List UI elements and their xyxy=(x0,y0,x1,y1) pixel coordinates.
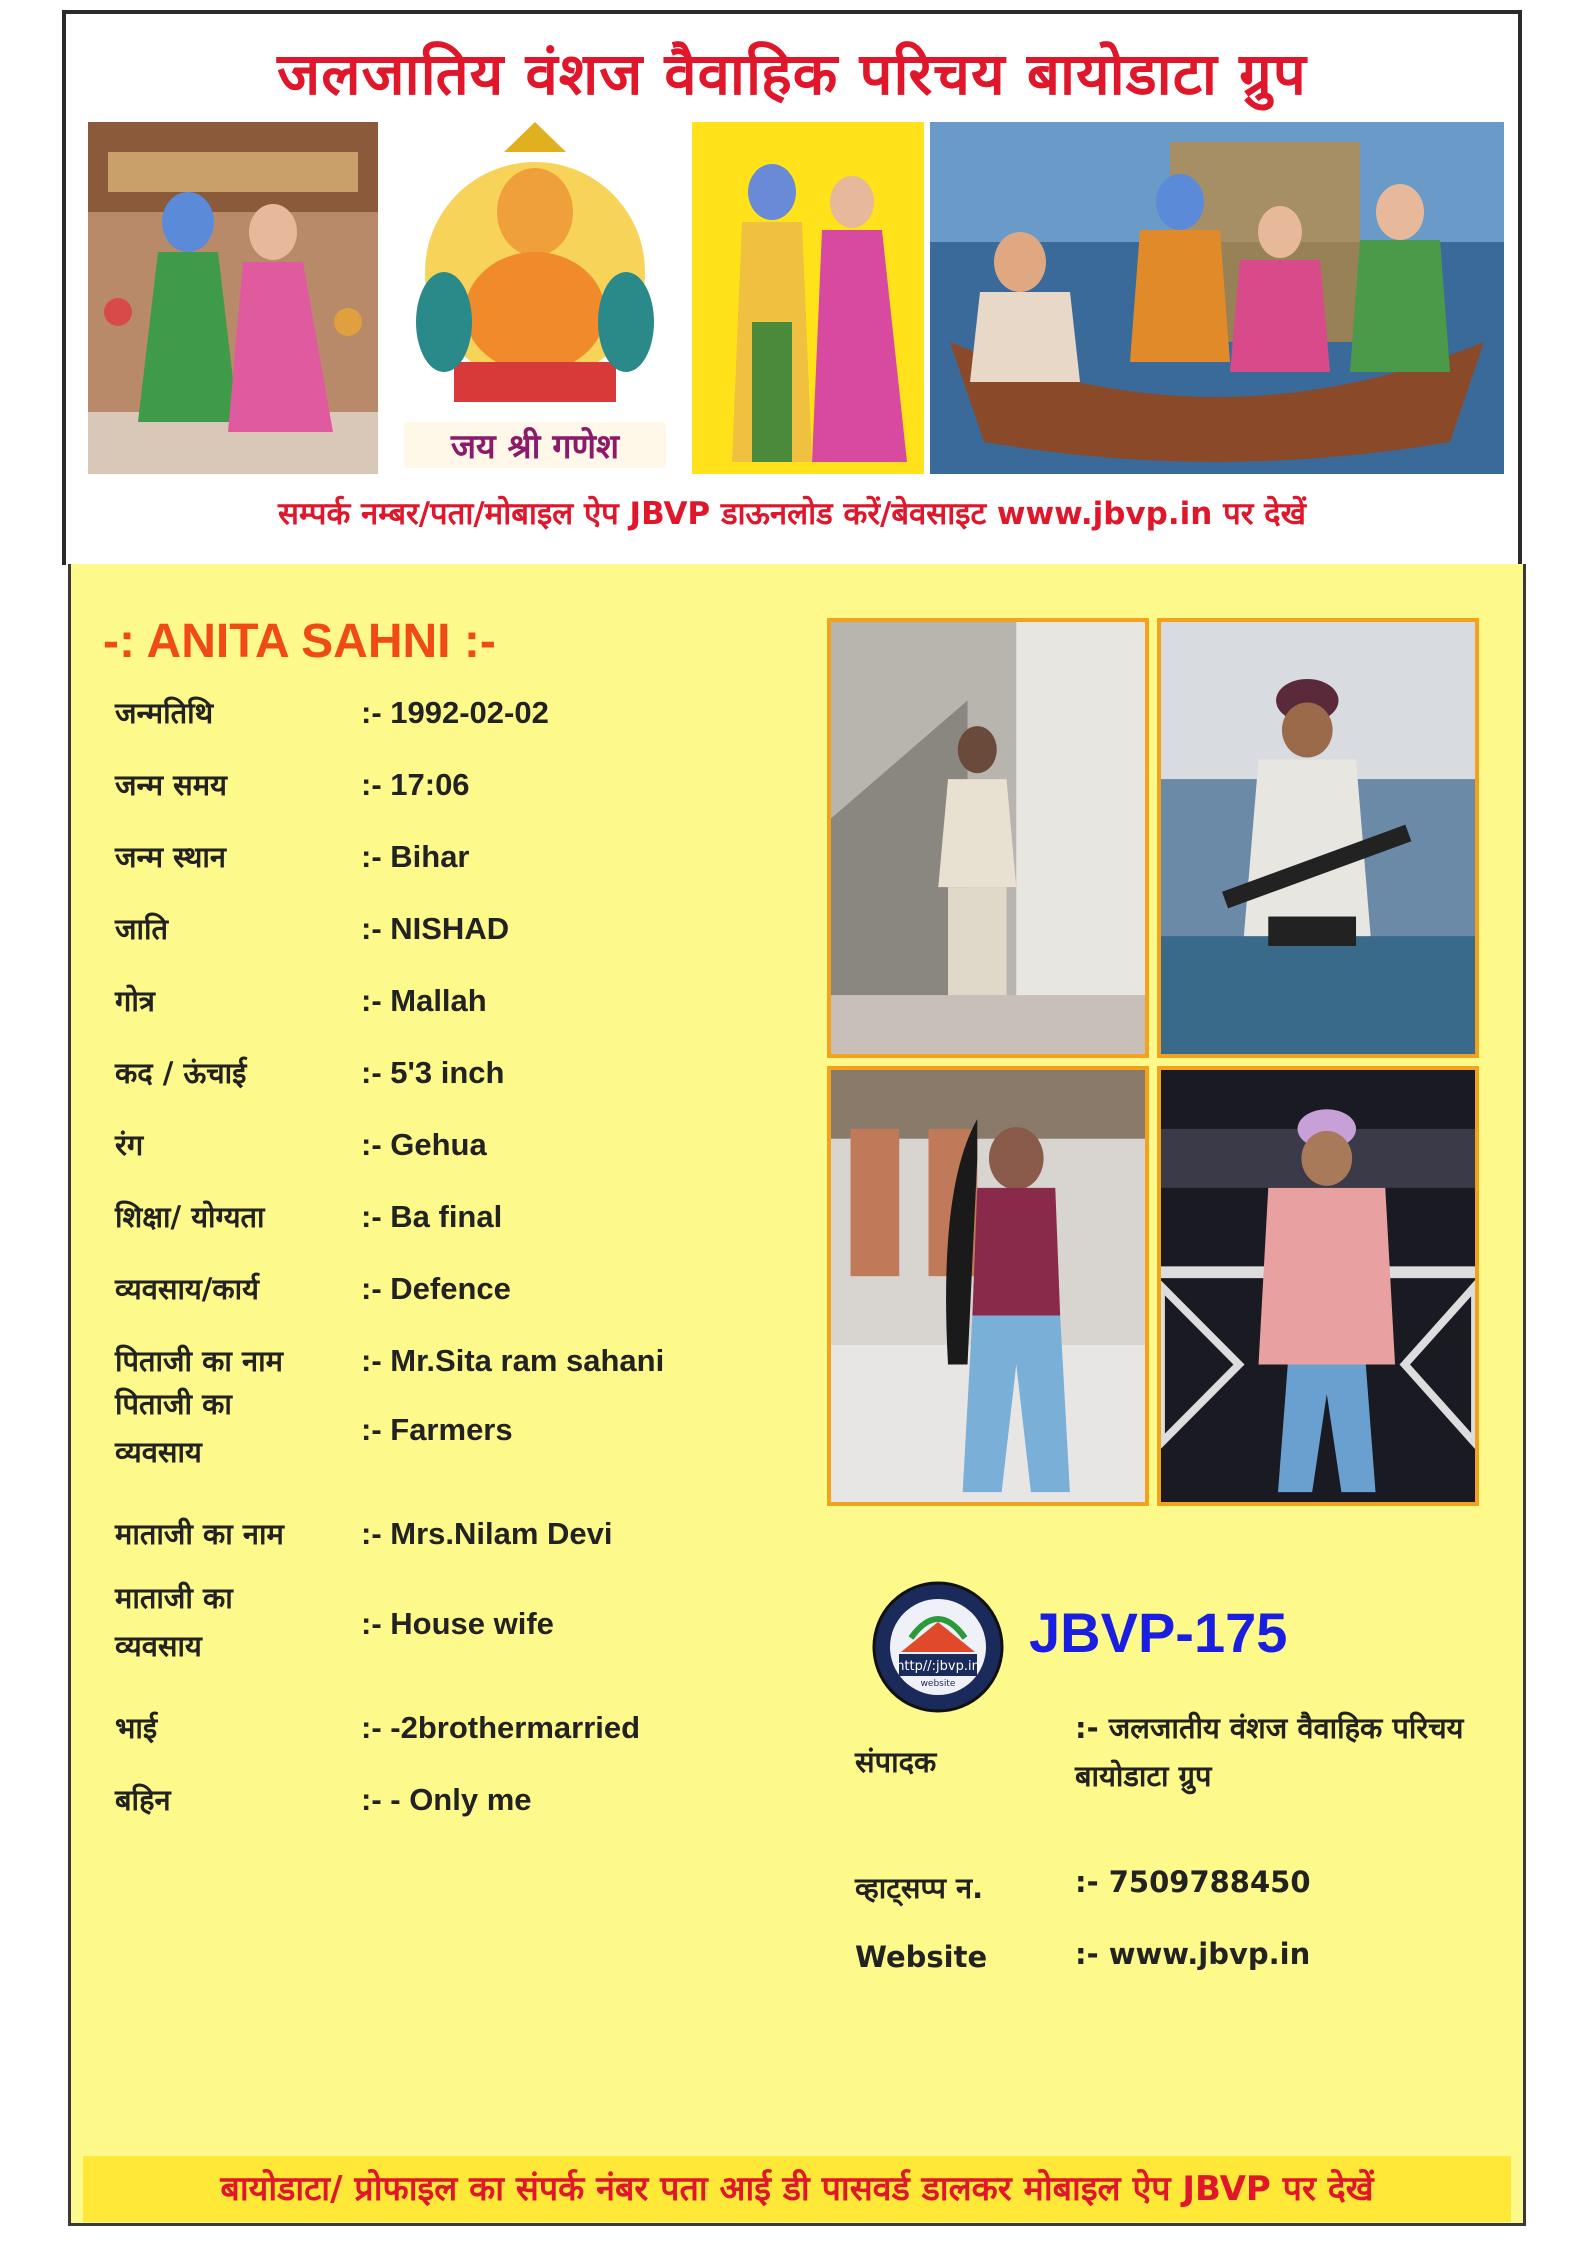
website-label: Website xyxy=(855,1940,988,1974)
field-label: माताजी का व्यवसाय xyxy=(115,1581,233,1663)
field-value: :- Defence xyxy=(361,1271,511,1306)
biodata-card xyxy=(68,564,1526,2226)
field-label: पिताजी का नाम xyxy=(115,1344,283,1378)
website-value[interactable]: :- www.jbvp.in xyxy=(1075,1937,1311,1971)
field-value: :- House wife xyxy=(361,1606,554,1641)
field-label: भाई xyxy=(115,1711,158,1745)
field-label: जाति xyxy=(115,912,169,946)
field-label: माताजी का नाम xyxy=(115,1517,284,1551)
field-label: जन्मतिथि xyxy=(115,696,214,730)
field-label: पिताजी का व्यवसाय xyxy=(115,1387,232,1469)
field-value: :- Ba final xyxy=(361,1199,503,1234)
field-label: जन्म स्थान xyxy=(115,840,227,874)
editor-value: :- जलजातीय वंशज वैवाहिक परिचय बायोडाटा ग्रुप xyxy=(1075,1711,1464,1793)
logo-sub: website xyxy=(920,1679,956,1689)
field-label: गोत्र xyxy=(115,984,155,1018)
profile-id: JBVP-175 xyxy=(1029,1601,1288,1664)
field-value: :- Farmers xyxy=(361,1412,513,1447)
field-value: :- NISHAD xyxy=(361,911,510,946)
field-label: रंग xyxy=(115,1128,144,1162)
profile-name: -: ANITA SAHNI :- xyxy=(103,615,496,668)
field-value: :- Bihar xyxy=(361,839,470,874)
field-value: :- - Only me xyxy=(361,1782,532,1817)
ram-sita-wedding-image xyxy=(88,122,378,474)
whatsapp-value: :- 7509788450 xyxy=(1075,1865,1311,1899)
footer-band xyxy=(83,2156,1511,2222)
field-label: कद / ऊंचाई xyxy=(115,1056,247,1090)
jbvp-logo xyxy=(871,1580,1005,1714)
field-value: :- -2brothermarried xyxy=(361,1710,641,1745)
field-value: :- Mallah xyxy=(361,983,487,1018)
field-label: शिक्षा/ योग्यता xyxy=(115,1200,265,1234)
deity-images-strip xyxy=(88,122,1504,482)
contact-line: सम्पर्क नम्बर/पता/मोबाइल ऐप JBVP डाऊनलोड करें/बेवसाइट www.jbvp.in पर देखें xyxy=(278,496,1306,532)
profile-photo-4[interactable] xyxy=(1157,1066,1479,1506)
field-label: व्यवसाय/कार्य xyxy=(115,1272,259,1306)
field-value: :- 17:06 xyxy=(361,767,470,802)
profile-photo-2[interactable] xyxy=(1157,618,1479,1058)
header-banner xyxy=(62,10,1522,565)
profile-photo-3[interactable] xyxy=(827,1066,1149,1506)
footer-text: बायोडाटा/ प्रोफाइल का संपर्क नंबर पता आई डी पासवर्ड डालकर मोबाइल ऐप JBVP पर देखें xyxy=(220,2169,1374,2209)
ganesh-image xyxy=(384,122,686,474)
field-value: :- 5'3 inch xyxy=(361,1055,505,1090)
field-value: :- Mr.Sita ram sahani xyxy=(361,1343,665,1378)
logo-url: http//:jbvp.in xyxy=(896,1659,980,1674)
profile-photo-1[interactable] xyxy=(827,618,1149,1058)
field-label: जन्म समय xyxy=(115,768,227,802)
field-value: :- Gehua xyxy=(361,1127,487,1162)
editor-label: संपादक xyxy=(855,1745,937,1779)
field-label: बहिन xyxy=(115,1783,171,1817)
ram-sita-image xyxy=(692,122,924,474)
group-title: जलजातिय वंशज वैवाहिक परिचय बायोडाटा ग्रुप xyxy=(277,40,1307,108)
ganesh-caption: जय श्री गणेश xyxy=(404,422,666,468)
whatsapp-label: व्हाट्सप्प न. xyxy=(855,1871,984,1905)
field-value: :- Mrs.Nilam Devi xyxy=(361,1516,613,1551)
field-value: :- 1992-02-02 xyxy=(361,695,549,730)
kewat-boat-image xyxy=(930,122,1504,474)
